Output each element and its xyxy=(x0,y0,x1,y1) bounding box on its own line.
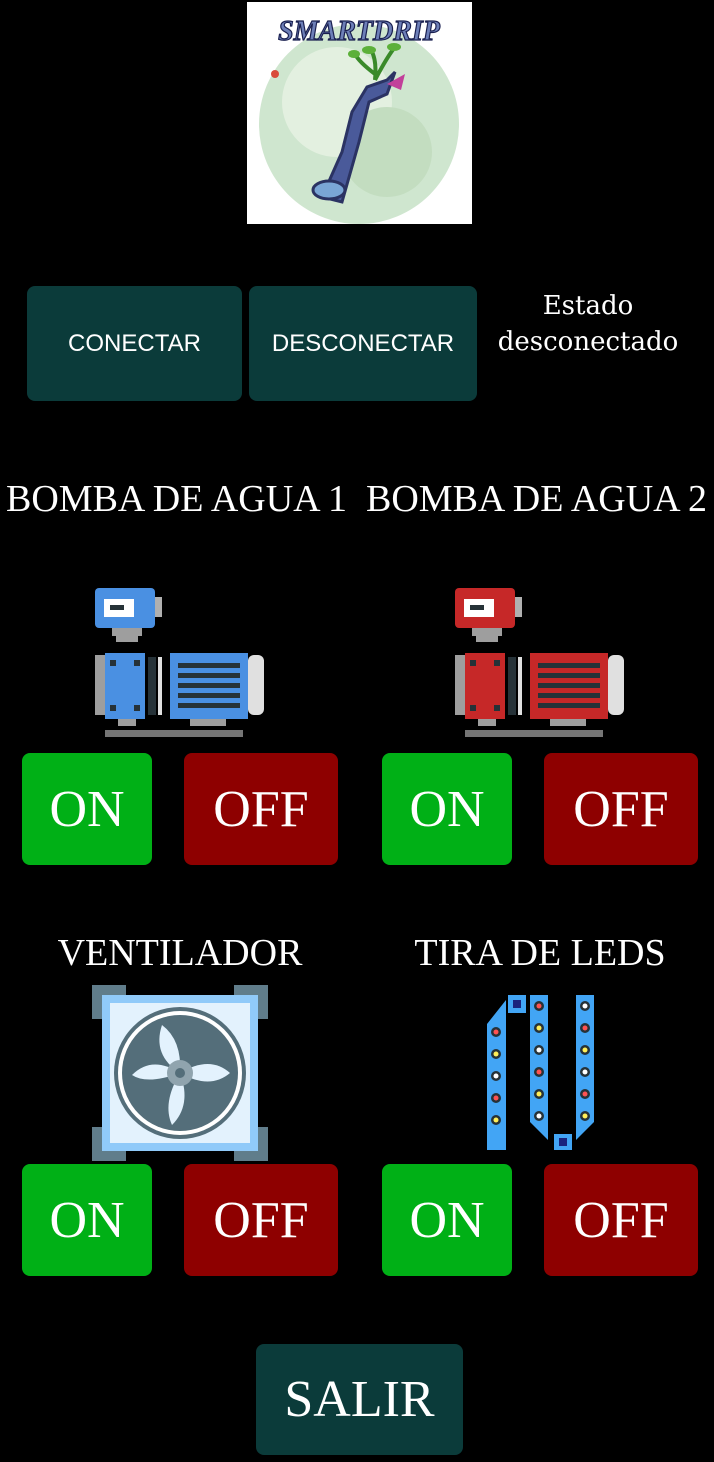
fan-icon xyxy=(92,985,268,1161)
disconnect-button[interactable]: DESCONECTAR xyxy=(249,286,477,401)
pump-2-title: BOMBA DE AGUA 2 xyxy=(366,478,707,520)
svg-text:SMARTDRIP: SMARTDRIP xyxy=(278,16,440,47)
pump-1-title: BOMBA DE AGUA 1 xyxy=(6,478,347,520)
fan-on-button[interactable]: ON xyxy=(22,1164,152,1276)
connect-button[interactable]: CONECTAR xyxy=(27,286,242,401)
fan-title: VENTILADOR xyxy=(57,932,303,974)
smartdrip-logo-icon xyxy=(247,2,472,224)
pump-1-off-button[interactable]: OFF xyxy=(184,753,338,865)
water-pump-blue-icon xyxy=(90,585,270,740)
led-strip-on-button[interactable]: ON xyxy=(382,1164,512,1276)
water-pump-red-icon xyxy=(450,585,630,740)
led-strip-icon xyxy=(484,992,596,1152)
app-logo xyxy=(247,2,472,224)
connection-status: Estado desconectado xyxy=(497,291,679,357)
led-strip-off-button[interactable]: OFF xyxy=(544,1164,698,1276)
led-strip-title: TIRA DE LEDS xyxy=(414,932,666,974)
pump-2-on-button[interactable]: ON xyxy=(382,753,512,865)
pump-1-on-button[interactable]: ON xyxy=(22,753,152,865)
exit-button[interactable]: SALIR xyxy=(256,1344,463,1455)
fan-off-button[interactable]: OFF xyxy=(184,1164,338,1276)
pump-2-off-button[interactable]: OFF xyxy=(544,753,698,865)
